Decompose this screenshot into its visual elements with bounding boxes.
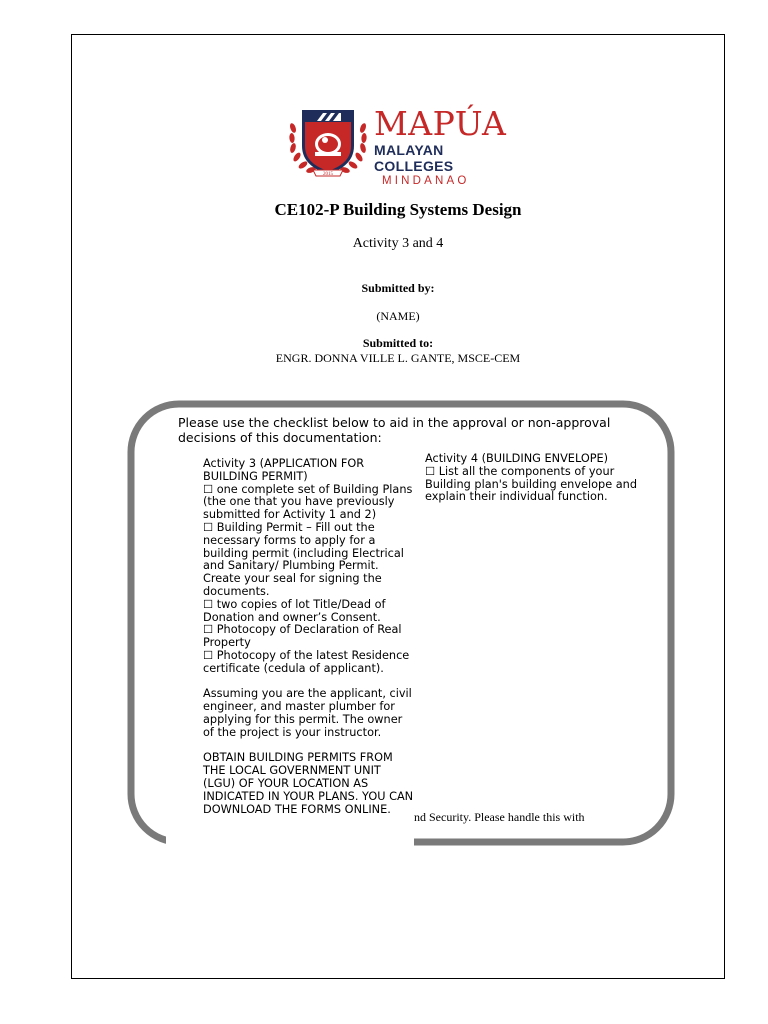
activity4-heading: Activity 4 (BUILDING ENVELOPE) [425, 452, 609, 465]
checklist-item: ☐ List all the components of your Building plan's building envelope and explain their individual function. [425, 464, 637, 504]
checklist-item: ☐ Building Permit – Fill out the necessary forms to apply for a building permit (including Electrical and Sanitary/ Plumbing Permit. Create your seal for signing the documents. [203, 520, 404, 598]
submitted-to-name: ENGR. DONNA VILLE L. GANTE, MSCE-CEM [275, 351, 521, 365]
submitted-by-name: (NAME) [376, 309, 420, 323]
activity3-heading: Activity 3 (APPLICATION FOR BUILDING PERMIT) [203, 457, 365, 483]
logo-brand: MAPÚA [374, 104, 507, 143]
checklist-item: ☐ one complete set of Building Plans (the one that you have previously submitted for Activity 1 and 2) [203, 482, 413, 522]
activity3-instruction: OBTAIN BUILDING PERMITS FROM THE LOCAL GOVERNMENT UNIT (LGU) OF YOUR LOCATION AS INDICATED IN YOUR PLANS. YOU CAN DOWNLOAD THE FORMS ONLINE. [203, 751, 414, 816]
submitted-to-label: Submitted to: [362, 336, 434, 350]
checklist-item: ☐ Photocopy of the latest Residence certificate (cedula of applicant). [203, 648, 410, 675]
activity4-column [425, 453, 640, 504]
activity3-note: Assuming you are the applicant, civil engineer, and master plumber for applying for this permit. The owner of the project is your instructor. [203, 687, 412, 739]
activity-label: Activity 3 and 4 [352, 236, 444, 251]
submitted-by-label: Submitted by: [361, 281, 435, 295]
footer-text-fragment: nd Security. Please handle this with [414, 810, 585, 824]
logo-line2: MINDANAO [382, 175, 470, 187]
svg-text:2015: 2015 [323, 172, 333, 177]
course-title: CE102-P Building Systems Design [274, 200, 522, 219]
logo-line1: MALAYAN COLLEGES [374, 142, 454, 174]
checklist-item: ☐ Photocopy of Declaration of Real Property [203, 623, 402, 650]
checklist-instructions: Please use the checklist below to aid in the approval or non-approval decisions of this documentation: [178, 415, 611, 445]
activity3-column [166, 452, 414, 870]
checklist-item: ☐ two copies of lot Title/Dead of Donation and owner’s Consent. [203, 597, 386, 624]
